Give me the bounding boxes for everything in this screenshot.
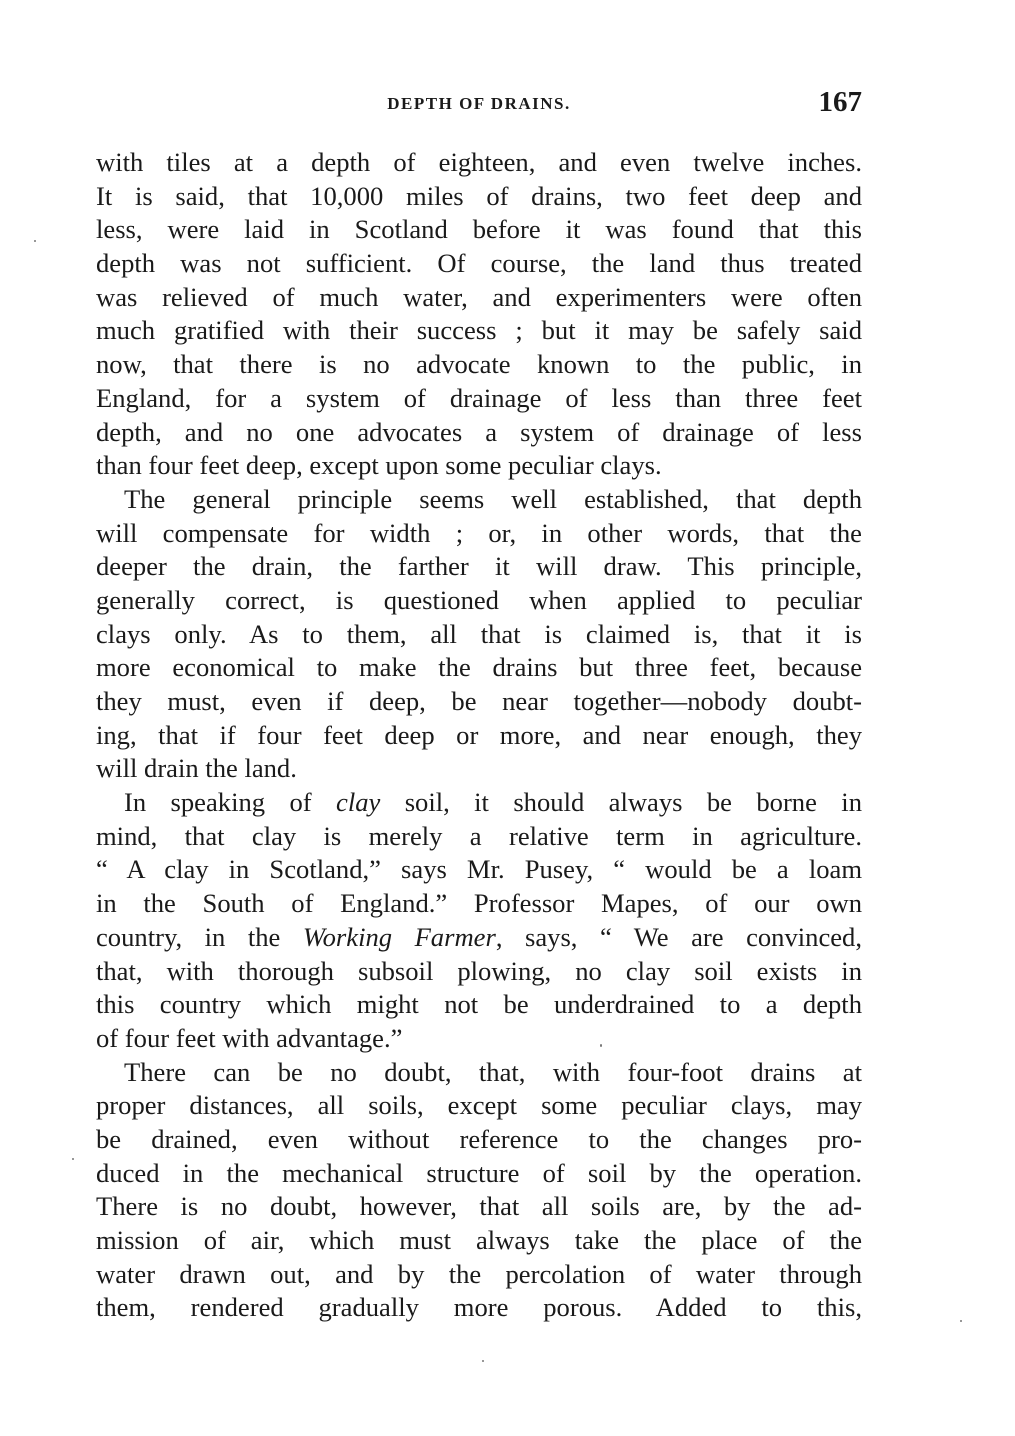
text-line: There is no doubt, however, that all soils are, by the ad- bbox=[96, 1191, 862, 1222]
body-text bbox=[96, 146, 862, 1325]
text-line: now, that there is no advocate known to the public, in bbox=[96, 349, 862, 380]
text-line: “ A clay in Scotland,” says Mr. Pusey, “ would be a loam bbox=[96, 854, 862, 885]
text-line: that, with thorough subsoil plowing, no clay soil exists in bbox=[96, 955, 862, 986]
text-line: will drain the land. bbox=[96, 753, 297, 784]
text-line: be drained, even without reference to the changes pro- bbox=[96, 1123, 862, 1154]
text-line: water drawn out, and by the percolation of water through bbox=[96, 1258, 862, 1289]
print-speck bbox=[72, 1158, 74, 1160]
text-line: will compensate for width ; or, in other words, that the bbox=[96, 517, 862, 548]
text-line: less, were laid in Scotland before it was found that this bbox=[96, 214, 862, 245]
text-line: this country which might not be underdrained to a depth bbox=[96, 989, 862, 1020]
italic-title: Working Farmer bbox=[302, 921, 496, 952]
text-line: of four feet with advantage.” bbox=[96, 1022, 403, 1053]
text-line: There can be no doubt, that, with four-foot drains at bbox=[124, 1056, 862, 1087]
text-line: deeper the drain, the farther it will draw. This principle, bbox=[96, 551, 862, 582]
text-line: with tiles at a depth of eighteen, and even twelve inches. bbox=[96, 147, 862, 177]
text-line: depth, and no one advocates a system of drainage of less bbox=[96, 416, 862, 447]
running-head bbox=[96, 86, 862, 126]
text-run: , says, “ We are convinced, bbox=[495, 921, 862, 952]
page-number: 167 bbox=[818, 86, 862, 118]
text-line bbox=[96, 921, 862, 955]
print-speck bbox=[34, 240, 36, 242]
text-line: ing, that if four feet deep or more, and near enough, they bbox=[96, 719, 862, 750]
text-line bbox=[96, 786, 862, 820]
text-run: In speaking of bbox=[124, 787, 312, 818]
text-run: soil, it should always be borne in bbox=[404, 787, 862, 818]
italic-term: clay bbox=[336, 787, 381, 818]
print-speck bbox=[600, 1044, 602, 1047]
text-line: than four feet deep, except upon some peculiar clays. bbox=[96, 450, 662, 481]
text-line: duced in the mechanical structure of soil by the operation. bbox=[96, 1157, 862, 1188]
text-line: generally correct, is questioned when applied to peculiar bbox=[96, 584, 862, 615]
text-run: country, in the bbox=[96, 921, 281, 952]
text-line: them, rendered gradually more porous. Added to this, bbox=[96, 1292, 862, 1323]
text-line: was relieved of much water, and experimenters were often bbox=[96, 281, 862, 312]
text-line: in the South of England.” Professor Mapes, of our own bbox=[96, 888, 862, 919]
text-line: they must, even if deep, be near together—nobody doubt- bbox=[96, 686, 862, 716]
text-line: The general principle seems well established, that depth bbox=[124, 483, 862, 514]
text-line: mission of air, which must always take the place of the bbox=[96, 1225, 862, 1255]
running-title: DEPTH OF DRAINS. bbox=[387, 94, 571, 113]
text-line: depth was not sufficient. Of course, the land thus treated bbox=[96, 248, 862, 279]
text-line: much gratified with their success ; but it may be safely said bbox=[96, 315, 862, 346]
text-line: clays only. As to them, all that is claimed is, that it is bbox=[96, 618, 862, 649]
text-line: It is said, that 10,000 miles of drains, two feet deep and bbox=[96, 180, 862, 211]
print-speck bbox=[960, 1320, 962, 1322]
print-speck bbox=[482, 1360, 484, 1362]
text-line: more economical to make the drains but three feet, because bbox=[96, 652, 862, 683]
text-line: mind, that clay is merely a relative term in agriculture. bbox=[96, 820, 862, 851]
text-line: proper distances, all soils, except some peculiar clays, may bbox=[96, 1090, 862, 1121]
text-line: England, for a system of drainage of less than three feet bbox=[96, 382, 862, 413]
